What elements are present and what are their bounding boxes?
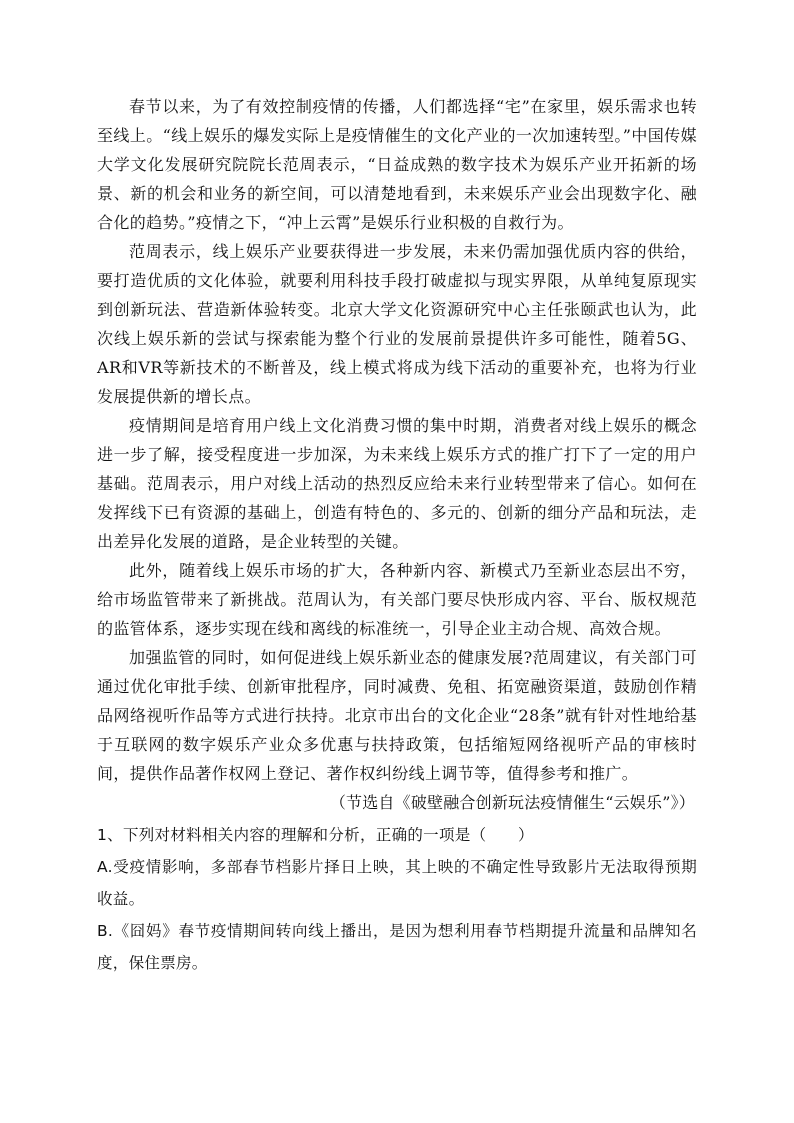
paragraph-2: 范周表示，线上娱乐产业要获得进一步发展，未来仍需加强优质内容的供给，要打造优质的文化体验，就要利用科技手段打破虚拟与现实界限，从单纯复原现实到创新玩法、营造新体验转变。北京大学文化资源研究中心主任张颐武也认为，此次线上娱乐新的尝试与探索能为整个行业的发展前景提供许多可能性，随着5G、AR和VR等新技术的不断普及，线上模式将成为线下活动的重要补充，也将为行业发展提供新的增长点。 <box>97 242 697 406</box>
article-body <box>97 92 697 979</box>
question-block <box>97 819 697 979</box>
question-stem: 1、下列对材料相关内容的理解和分析，正确的一项是（ ） <box>97 826 534 844</box>
paragraph-3: 疫情期间是培育用户线上文化消费习惯的集中时期，消费者对线上娱乐的概念进一步了解，接受程度进一步加深，为未来线上娱乐方式的推广打下了一定的用户基础。范周表示，用户对线上活动的热烈反应给未来行业转型带来了信心。如何在发挥线下已有资源的基础上，创造有特色的、多元的、创新的细分产品和玩法，走出差异化发展的道路，是企业转型的关键。 <box>97 416 697 551</box>
paragraph-5: 加强监管的同时，如何促进线上娱乐新业态的健康发展?范周建议，有关部门可通过优化审批手续、创新审批程序，同时减费、免租、拓宽融资渠道，鼓励创作精品网络视听作品等方式进行扶持。北京市出台的文化企业“28条”就有针对性地给基于互联网的数字娱乐产业众多优惠与扶持政策，包括缩短网络视听产品的审核时间，提供作品著作权网上登记、著作权纠纷线上调节等，值得参考和推广。 <box>97 648 697 783</box>
source-citation: （节选自《破壁融合创新玩法疫情催生“云娱乐”》） <box>329 793 695 812</box>
option-a: A.受疫情影响，多部春节档影片择日上映，其上映的不确定性导致影片无法取得预期收益。 <box>97 858 697 908</box>
paragraph-4: 此外，随着线上娱乐市场的扩大，各种新内容、新模式乃至新业态层出不穷，给市场监管带来了新挑战。范周认为，有关部门要尽快形成内容、平台、版权规范的监管体系，逐步实现在线和离线的标准统一，引导企业主动合规、高效合规。 <box>97 561 697 638</box>
paragraph-1: 春节以来，为了有效控制疫情的传播，人们都选择“宅”在家里，娱乐需求也转至线上。“线上娱乐的爆发实际上是疫情催生的文化产业的一次加速转型。”中国传媒大学文化发展研究院院长范周表示，“日益成熟的数字技术为娱乐产业开拓新的场景、新的机会和业务的新空间，可以清楚地看到，未来娱乐产业会出现数字化、融合化的趋势。”疫情之下，“冲上云霄”是娱乐行业积极的自救行为。 <box>97 97 697 232</box>
option-b: B.《囧妈》春节疫情期间转向线上播出，是因为想利用春节档期提升流量和品牌知名度，保住票房。 <box>97 922 697 972</box>
